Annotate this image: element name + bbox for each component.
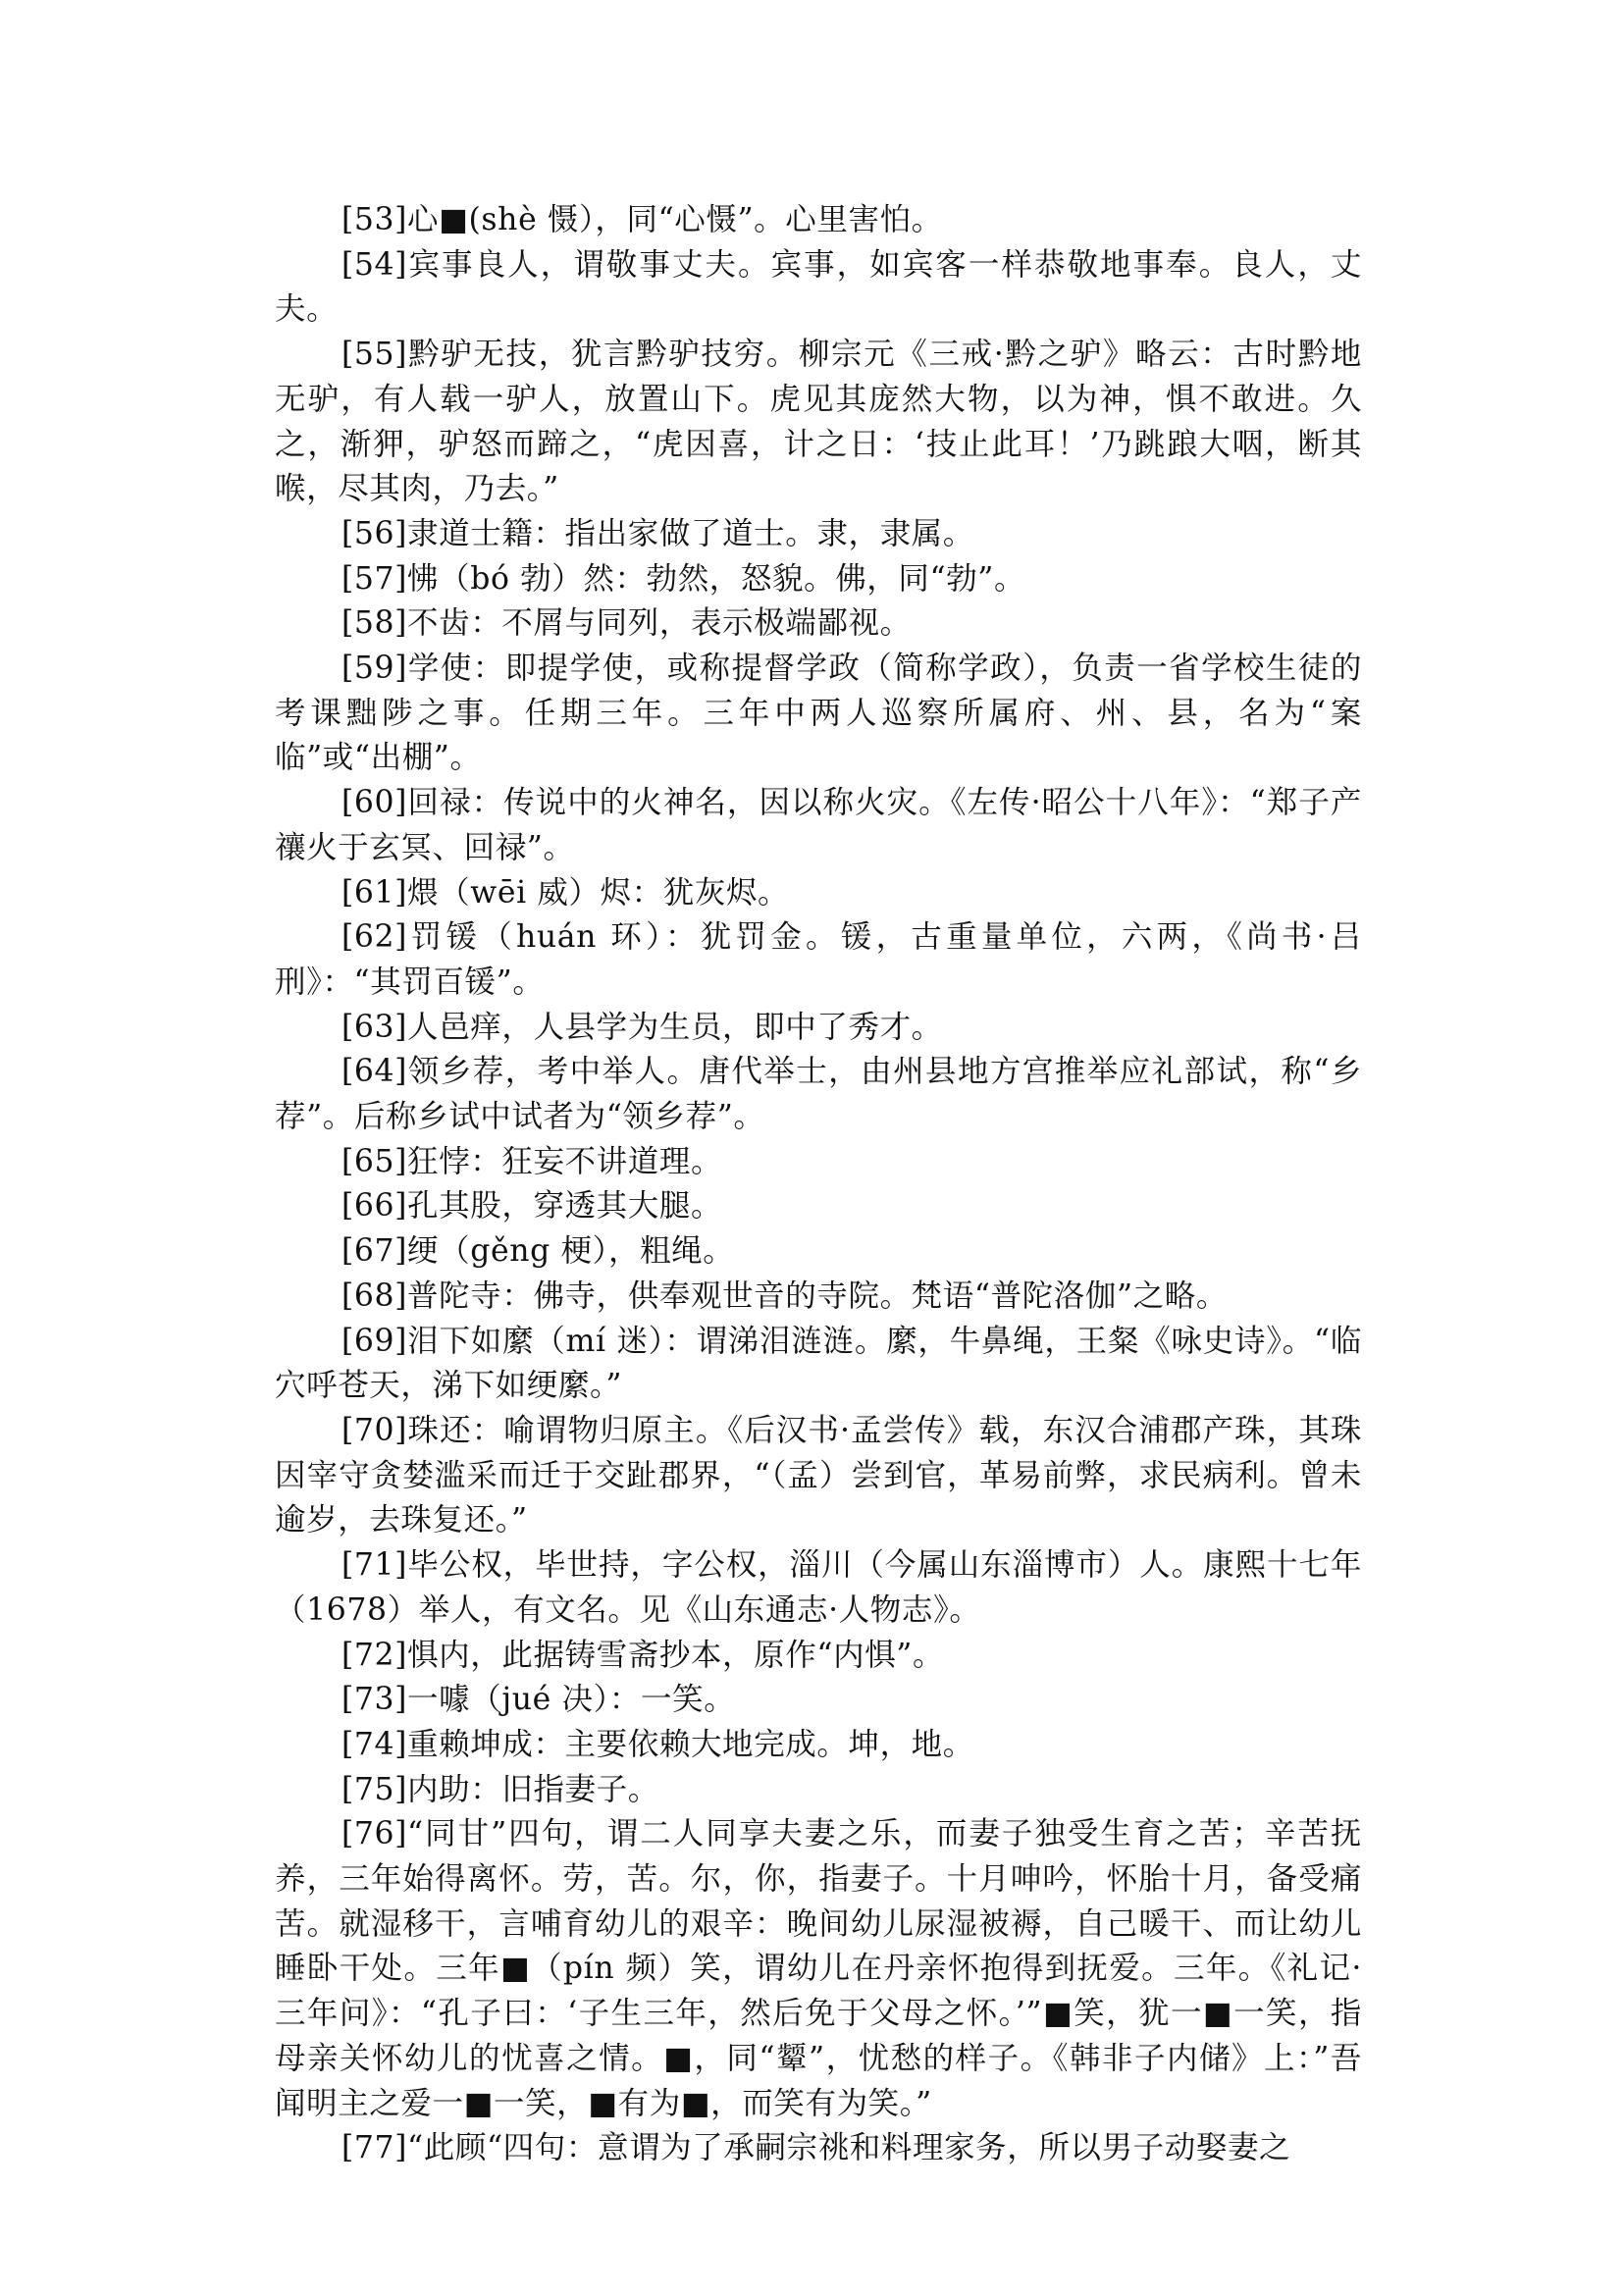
footnote-73: [73]一噱（jué 决）：一笑。 <box>341 1682 736 1718</box>
footnote-68: [68]普陀寺：佛寺，供奉观世音的寺院。梵语“普陀洛伽”之略。 <box>341 1277 1228 1314</box>
footnote-54: [54]宾事良人，谓敬事丈夫。宾事，如宾客一样恭敬地事奉。良人，丈夫。 <box>275 246 1362 328</box>
footnote-57: [57]怫（bó 勃）然：勃然，怒貌。佛，同“勃”。 <box>341 560 1026 597</box>
footnote-59: [59]学使：即提学使，或称提督学政（简称学政），负责一省学校生徒的考课黜陟之事。任期三年。三年中两人巡察所属府、州、县，名为“案临”或“出棚”。 <box>275 651 1362 776</box>
footnote-76: [76]“同甘”四句，谓二人同享夫妻之乐，而妻子独受生育之苦；辛苦抚养，三年始得离怀。劳，苦。尔，你，指妻子。十月呻吟，怀胎十月，备受痛苦。就湿移干，言哺育幼儿的艰辛：晚间幼儿尿湿被褥，自己暖干、而让幼儿睡卧干处。三年■（pín 频）笑，谓幼儿在丹亲怀抱得到抚爱。三年。《礼记·三年问》：“孔子曰：‘子生三年，然后免于父母之怀。’”■笑，犹一■一笑，指母亲关怀幼儿的忧喜之情。■，同“颦”，忧愁的样子。《韩非子内储》上：”吾闻明主之爱一■一笑，■有为■，而笑有为笑。” <box>275 1816 1362 2121</box>
footnote-60: [60]回禄：传说中的火神名，因以称火灾。《左传·昭公十八年》：“郑子产禳火于玄冥、回禄”。 <box>275 785 1362 865</box>
document-page <box>275 198 1362 2171</box>
footnote-72: [72]惧内，此据铸雪斋抄本，原作“内惧”。 <box>341 1637 945 1673</box>
footnote-58: [58]不齿：不屑与同列，表示极端鄙视。 <box>341 605 912 642</box>
footnote-75: [75]内助：旧指妻子。 <box>341 1771 659 1807</box>
footnote-67: [67]绠（gěng 梗），粗绳。 <box>341 1233 735 1270</box>
footnote-71: [71]毕公权，毕世持，字公权，淄川（今属山东淄博市）人。康熙十七年（1678）举人，有文名。见《山东通志·人物志》。 <box>275 1547 1362 1628</box>
footnote-56: [56]隶道士籍：指出家做了道士。隶，隶属。 <box>341 515 974 551</box>
footnote-62: [62]罚锾（huán 环）：犹罚金。锾，古重量单位，六两，《尚书·吕刑》：“其罚百锾”。 <box>275 919 1362 1000</box>
footnote-61: [61]煨（wēi 威）烬：犹灰烬。 <box>341 874 790 911</box>
footnote-77: [77]“此顾“四句：意谓为了承嗣宗祧和料理家务，所以男子动娶妻之 <box>341 2130 1291 2166</box>
footnote-53: [53]心■(shè 慑），同“心慑”。心里害怕。 <box>341 202 943 237</box>
footnote-74: [74]重赖坤成：主要依赖大地完成。坤，地。 <box>341 1726 974 1762</box>
footnote-65: [65]狂悖：狂妄不讲道理。 <box>341 1143 723 1179</box>
footnote-69: [69]泪下如縻（mí 迷）：谓涕泪涟涟。縻，牛鼻绳，王粲《咏史诗》。“临穴呼苍天，涕下如绠縻。” <box>275 1323 1362 1404</box>
footnote-66: [66]孔其股，穿透其大腿。 <box>341 1188 723 1225</box>
footnote-63: [63]人邑痒，人县学为生员，即中了秀才。 <box>341 1009 943 1045</box>
footnote-55: [55]黔驴无技，犹言黔驴技穷。柳宗元《三戒·黔之驴》略云：古时黔地无驴，有人载一驴人，放置山下。虎见其庞然大物，以为神，惧不敢进。久之，渐狎，驴怒而蹄之，“虎因喜，计之日：‘技止此耳！’乃跳踉大咽，断其喉，尽其肉，乃去。” <box>275 337 1362 507</box>
footnote-70: [70]珠还：喻谓物归原主。《后汉书·孟尝传》载，东汉合浦郡产珠，其珠因宰守贪婪滥采而迁于交趾郡界，“（孟）尝到官，革易前弊，求民病利。曾未逾岁，去珠复还。” <box>275 1412 1362 1538</box>
footnote-64: [64]领乡荐，考中举人。唐代举士，由州县地方宫推举应礼部试，称“乡荐”。后称乡试中试者为“领乡荐”。 <box>275 1054 1362 1135</box>
